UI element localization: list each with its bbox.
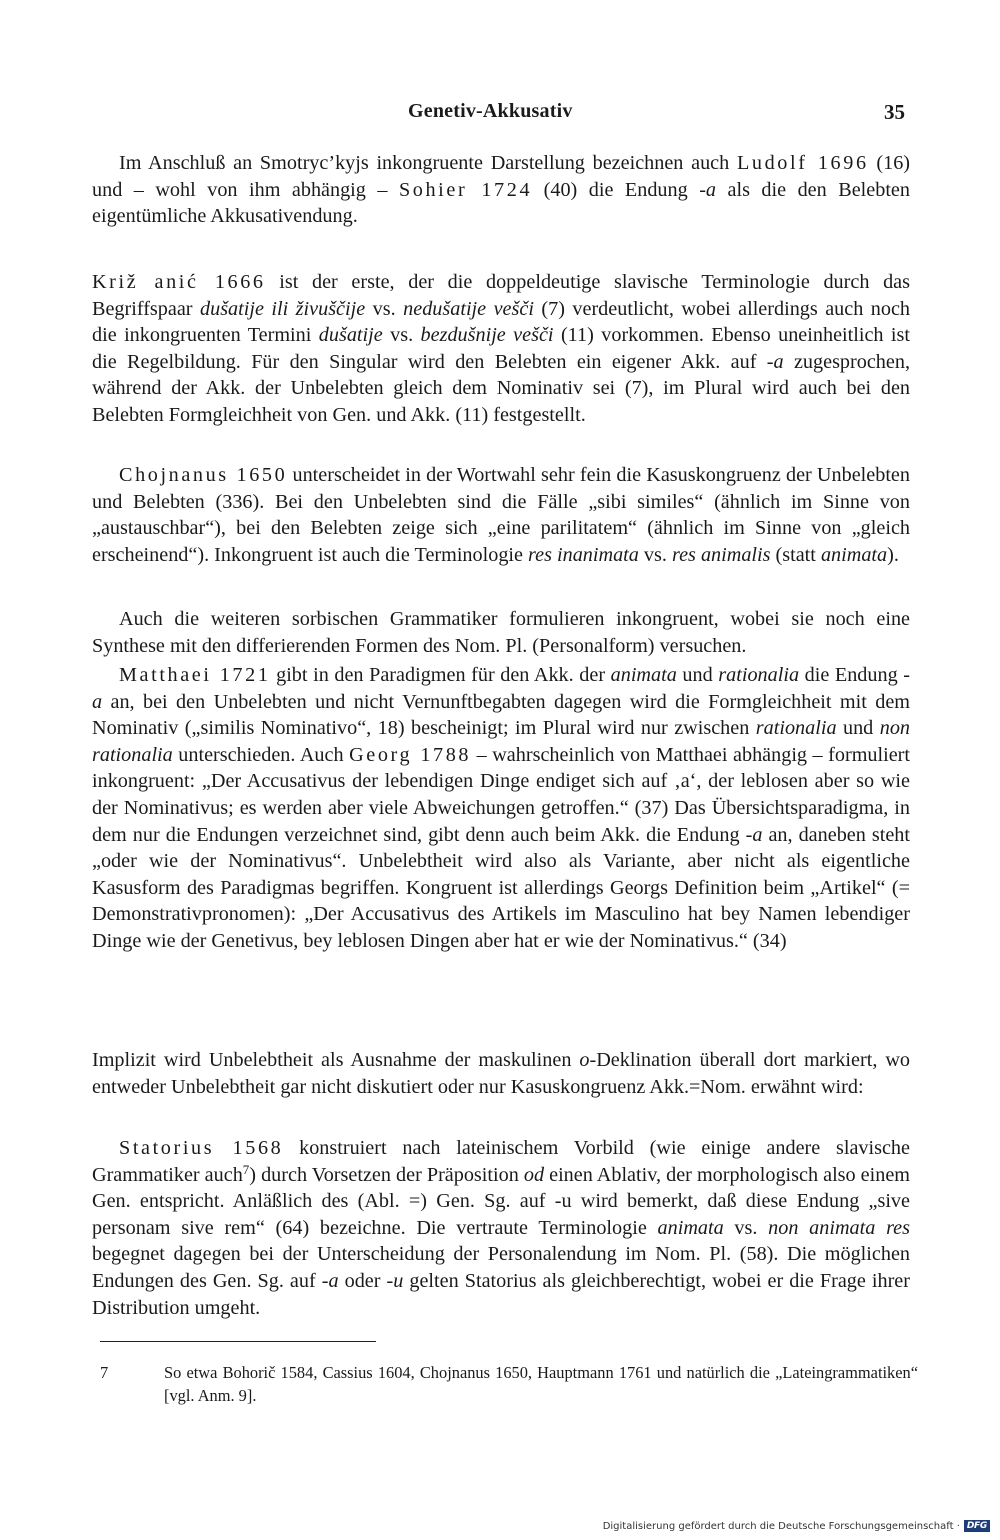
page-number: 35 (884, 100, 905, 124)
paragraph-sorbian: Auch die weiteren sorbischen Grammatiker formulieren inkongruent, wobei sie noch eine Synthese mit den differierenden Formen des Nom. Pl. (Personalform) versuchen. (92, 608, 910, 657)
credit-text: Digitalisierung gefördert durch die Deutsche Forschungsgemeinschaft · (602, 1520, 960, 1532)
footnote (100, 1361, 918, 1407)
footnote-text: So etwa Bohorič 1584, Cassius 1604, Chojnanus 1650, Hauptmann 1761 und natürlich die „Lateingrammatiken“ [vgl. Anm. 9]. (164, 1363, 918, 1405)
digitization-credit (603, 1520, 990, 1532)
paragraph-statorius: Statorius 1568 konstruiert nach lateinischem Vorbild (wie einige andere slavische Grammatiker auch$^7$) durch Vorsetzen der Präposition od einen Ablativ, der morphologisch also einem Gen. entspricht. Anläßlich des (Abl. =) Gen. Sg. auf -u wird bemerkt, daß diese Endung „sive personam sive rem“ (64) bezeichne. Die vertraute Terminologie animata vs. non animata res begegnet dagegen bei der Unterscheidung der Personalendung im Nom. Pl. (58). Die möglichen Endungen des Gen. Sg. auf -a oder -u gelten Statorius als gleichberechtigt, wobei er die Frage ihrer Distribution umgeht. (92, 1137, 911, 1319)
footnote-marker[interactable]: 7 (242, 1161, 250, 1177)
dfg-logo: DFG (964, 1520, 990, 1532)
paragraph-ludolf: Im Anschluß an Smotryc’kyjs inkongruente Darstellung bezeichnen auch Ludolf 1696 (16) und – wohl von ihm abhängig – Sohier 1724 (40) die Endung -a als die den Belebten eigentümliche Akkusativendung. (92, 152, 911, 228)
running-head: Genetiv-Akkusativ (408, 100, 573, 122)
footnote-number: 7 (100, 1363, 109, 1382)
paragraph-implizit: Implizit wird Unbelebtheit als Ausnahme der maskulinen o-Deklination überall dort markiert, wo entweder Unbelebtheit gar nicht diskutiert oder nur Kasuskongruenz Akk.=Nom. erwähnt wird: (92, 1049, 911, 1098)
footnote-divider (100, 1341, 376, 1342)
paragraph-krizanic: Križ anić 1666 ist der erste, der die doppeldeutige slavische Terminologie durch das Begriffspaar dušatije ili živuščije vs. nedušatije vešči (7) verdeutlicht, wobei allerdings auch noch die inkongruenten Termini dušatije vs. bezdušnije vešči (11) vorkommen. Ebenso uneinheitlich ist die Regelbildung. Für den Singular wird den Belebten ein eigener Akk. auf -a zugesprochen, während der Akk. der Unbelebten gleich dem Nominativ sei (7), im Plural wird auch bei den Belebten Formgleichheit von Gen. und Akk. (11) festgestellt. (92, 271, 911, 426)
paragraph-chojnanus: Chojnanus 1650 unterscheidet in der Wortwahl sehr fein die Kasuskongruenz der Unbelebten und Belebten (336). Bei den Unbelebten sind die Fälle „sibi similes“ (ähnlich im Sinne von „austauschbar“), bei den Belebten zeige sich „eine parilitatem“ (ähnlich im Sinne von „gleich erscheinend“). Inkongruent ist auch die Terminologie res inanimata vs. res animalis (statt animata). (92, 464, 910, 566)
paragraph-matthaei: Matthaei 1721 gibt in den Paradigmen für den Akk. der animata und rationalia die Endung -a an, bei den Unbelebten und nicht Vernunftbegabten dagegen wird die Formgleichheit mit dem Nominativ („similis Nominativo“, 18) bescheinigt; im Plural wird nur zwischen rationalia und non rationalia unterschieden. Auch Georg 1788 – wahrscheinlich von Matthaei abhängig – formuliert inkongruent: „Der Accusativus der lebendigen Dinge endiget sich auf ‚a‘, der leblosen aber so wie der Nominativus; es werden aber viele Abweichungen getroffen.“ (37) Das Übersichtsparadigma, in dem nur die Endungen verzeichnet sind, gibt denn auch beim Akk. die Endung -a an, daneben steht „oder wie der Nominativus“. Unbelebtheit wird also als Variante, aber nicht als eigentliche Kasusform des Paradigmas begriffen. Kongruent ist allerdings Georgs Definition beim „Artikel“ (= Demonstrativpronomen): „Der Accusativus des Artikels im Masculino hat bey Namen lebendiger Dinge wie der Genetivus, bey leblosen Dingen aber hat er wie der Nominativus.“ (34) (92, 664, 911, 952)
page-header (0, 100, 1000, 130)
